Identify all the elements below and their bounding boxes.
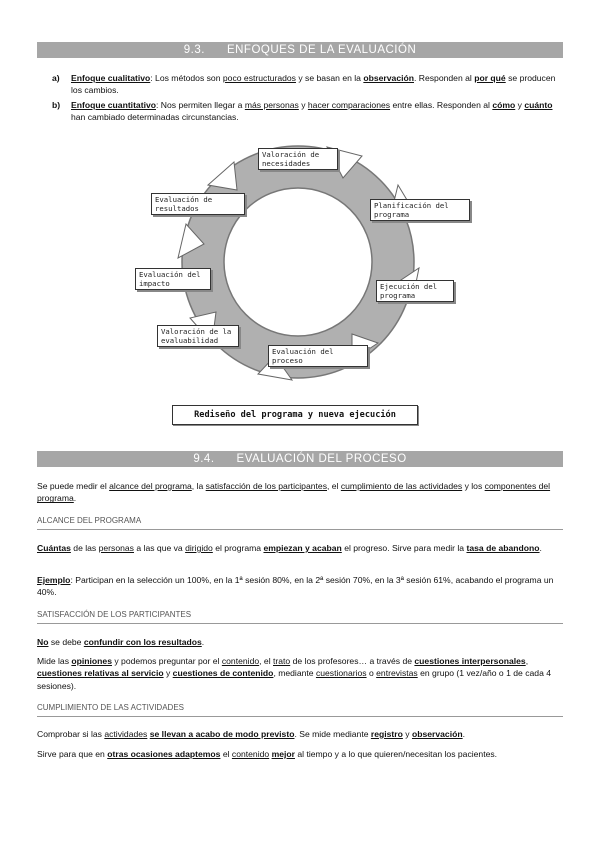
box-planificacion-programa: Planificación del programa (370, 199, 470, 221)
term: Enfoque cualitativo (71, 73, 151, 83)
intro-paragraph: Se puede medir el alcance del programa, la satisfacción de los participantes, el cumplimiento de las actividades y los componentes del programa. (37, 481, 551, 504)
text: y (515, 100, 525, 110)
term: cómo (492, 100, 516, 110)
text: hacer comparaciones (307, 100, 391, 110)
text: . Responden al (414, 73, 475, 83)
text: : Nos permiten llegar a (156, 100, 245, 110)
redesign-box: Rediseño del programa y nueva ejecución (172, 405, 418, 425)
subheading-cumplimiento: CUMPLIMIENTO DE LAS ACTIVIDADES (37, 703, 563, 717)
satisf-paragraph-2: Mide las opiniones y podemos preguntar por el contenido, el trato de los profesores… a través de cuestiones interpersonales, cuestiones relativas al servicio y cuestiones de contenido, mediante cuestionarios o entrevistas en grupo (1 vez/año o 1 de cada 4 sesiones). (37, 656, 552, 691)
text: más personas (244, 100, 299, 110)
section-title: ENFOQUES DE LA EVALUACIÓN (226, 44, 417, 56)
box-evaluacion-resultados: Evaluación de resultados (151, 193, 245, 215)
text: se producen los cambios. (71, 73, 556, 96)
subheading-satisfaccion: SATISFACCIÓN DE LOS PARTICIPANTES (37, 610, 563, 624)
cumpl-paragraph-1: Comprobar si las actividades se llevan a acabo de modo previsto. Se mide mediante registro y observación. (37, 729, 465, 739)
section-header-9-4 (37, 451, 563, 467)
term: Enfoque cuantitativo (71, 100, 156, 110)
satisf-paragraph-1: No se debe confundir con los resultados. (37, 637, 205, 647)
box-evaluacion-impacto: Evaluación del impacto (135, 268, 211, 290)
alcance-paragraph-2: Ejemplo: Participan en la selección un 100%, en la 1ª sesión 80%, en la 2ª sesión 70%, en la 3ª sesión 61%, acabando el programa un 40%. (37, 575, 554, 598)
text: y (298, 100, 308, 110)
alcance-paragraph-1: Cuántas de las personas a las que va dirigido el programa empiezan y acaban el progreso. Sirve para medir la tasa de abandono. (37, 543, 542, 553)
text: poco estructurados (222, 73, 296, 83)
text: : Los métodos son (150, 73, 223, 83)
term: observación (363, 73, 414, 83)
cumpl-paragraph-2: Sirve para que en otras ocasiones adaptemos el contenido mejor al tiempo y a lo que quieren/necesitan los pacientes. (37, 749, 498, 759)
list-marker: b) (52, 100, 61, 110)
box-valoracion-necesidades: Valoración de necesidades (258, 148, 338, 170)
text: entre ellas. Responden al (390, 100, 493, 110)
box-ejecucion-programa: Ejecución del programa (376, 280, 454, 302)
term: cuánto (524, 100, 553, 110)
list-marker: a) (52, 73, 60, 83)
section-title: EVALUACIÓN DEL PROCESO (236, 453, 407, 465)
box-valoracion-evaluabilidad: Valoración de la evaluabilidad (157, 325, 239, 347)
term: por qué (474, 73, 506, 83)
section-number: 9.4. (193, 453, 215, 465)
subheading-alcance: ALCANCE DEL PROGRAMA (37, 516, 563, 530)
text: y se basan en la (295, 73, 364, 83)
section-number: 9.3. (183, 44, 205, 56)
text: han cambiado determinadas circunstancias. (71, 112, 239, 123)
box-evaluacion-proceso: Evaluación del proceso (268, 345, 368, 367)
